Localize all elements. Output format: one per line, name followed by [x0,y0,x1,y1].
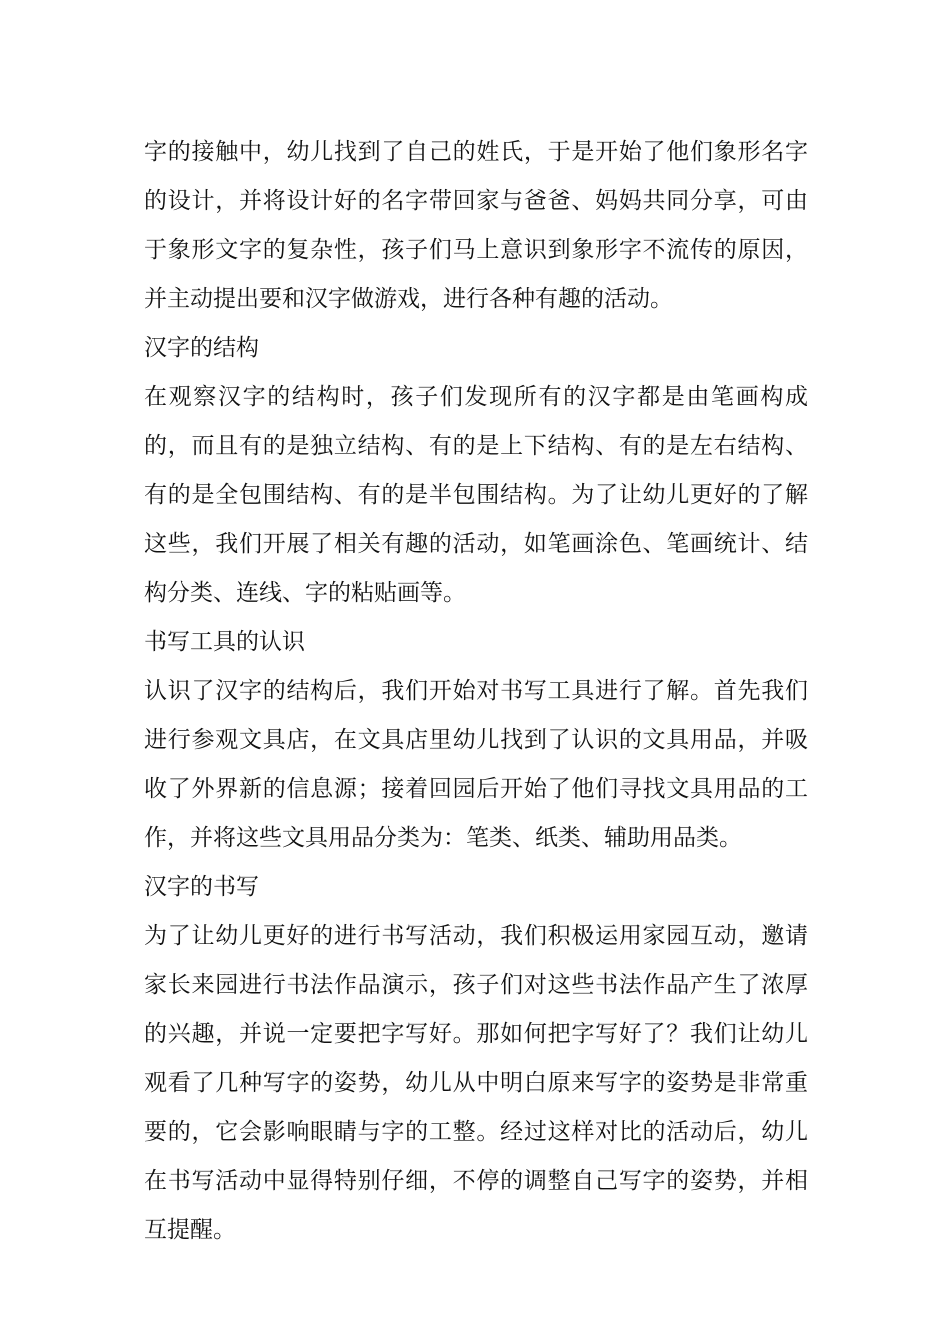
section-heading-tools: 书写工具的认识 [144,629,305,655]
paragraph-writing: 为了让幼儿更好的进行书写活动，我们积极运用家园互动，邀请家长来园进行书法作品演示，孩子们对这些书法作品产生了浓厚的兴趣，并说一定要把字写好。那如何把字写好了？我们让幼儿观看了几种写字的姿势，幼儿从中明白原来写字的姿势是非常重要的，它会影响眼睛与字的工整。经过这样对比的活动后，幼儿在书写活动中显得特别仔细，不停的调整自己写字的姿势，并相互提醒。 [144,923,808,1243]
paragraph-tools: 认识了汉字的结构后，我们开始对书写工具进行了解。首先我们进行参观文具店，在文具店里幼儿找到了认识的文具用品，并吸收了外界新的信息源；接着回园后开始了他们寻找文具用品的工作，并将这些文具用品分类为：笔类、纸类、辅助用品类。 [144,678,808,851]
section-heading-structure: 汉字的结构 [144,335,259,361]
paragraph-structure: 在观察汉字的结构时，孩子们发现所有的汉字都是由笔画构成的，而且有的是独立结构、有的是上下结构、有的是左右结构、有的是全包围结构、有的是半包围结构。为了让幼儿更好的了解这些，我们开展了相关有趣的活动，如笔画涂色、笔画统计、结构分类、连线、字的粘贴画等。 [144,384,808,606]
paragraph-intro-continued: 字的接触中，幼儿找到了自己的姓氏，于是开始了他们象形名字的设计，并将设计好的名字带回家与爸爸、妈妈共同分享，可由于象形文字的复杂性，孩子们马上意识到象形字不流传的原因，并主动提出要和汉字做游戏，进行各种有趣的活动。 [144,139,808,312]
document-body [144,128,808,1255]
section-heading-writing: 汉字的书写 [144,874,259,900]
